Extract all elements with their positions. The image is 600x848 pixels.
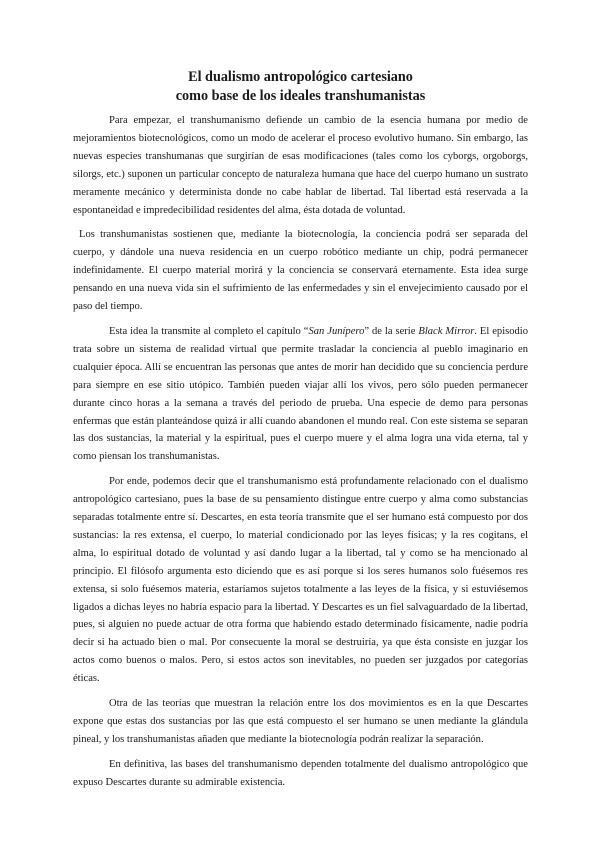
paragraph-1: Para empezar, el transhumanismo defiende un cambio de la esencia humana por medio de mejoramientos biotecnológicos, como un modo de acelerar el proceso evolutivo humano. Sin embargo, las nuevas especies transhumanas que surgirían de esas modificaciones (tales como los cyborgs, orgoborgs, silorgs, etc.) suponen un particular concepto de naturaleza humana que hace del cuerpo humano un sustrato meramente mecánico y determinista donde no cabe hablar de libertad. Tal libertad está reservada a la espontaneidad e impredecibilidad residentes del alma, ésta dotada de voluntad. [73,115,528,216]
paragraph-4: Por ende, podemos decir que el transhumanismo está profundamente relacionado con el dualismo antropológico cartesiano, pues la base de su pensamiento distingue entre cuerpo y alma como substancias separadas totalmente entre sí. Descartes, en esta teoría transmite que el ser humano está compuesto por dos sustancias: la res extensa, el cuerpo, lo material condicionado por las leyes físicas; y la res cogitans, el alma, lo espiritual dotado de voluntad y así dando lugar a la libertad, tal y como se ha mencionado al principio. El filósofo argumenta esto diciendo que es así porque si los seres humanos solo fuésemos res extensa, si solo fuésemos materia, estaríamos sujetos totalmente a las leyes de la física, y si estuviésemos ligados a dichas leyes no habría espacio para la libertad. Y Descartes es un fiel salvaguardado de la libertad, pues, si alguien no puede actuar de otra forma que habiendo estado determinado físicamente, nadie podría decir si ha actuado bien o mal. Por consecuente la moral se destruiría, ya que ésta consiste en juzgar los actos como buenos o malos. Pero, si estos actos son inevitables, no pueden ser juzgados por categorías éticas. [73,476,528,685]
document-title [73,68,528,106]
paragraph-3-text-b: ” de la serie [364,325,419,337]
series-title: Black Mirror [418,325,475,337]
episode-title: San Junípero [308,325,365,337]
paragraph-5: Otra de las teorías que muestran la relación entre los dos movimientos es en la que Descartes expone que estas dos sustancias por las que está compuesto el ser humano se unen mediante la glándula pineal, y los transhumanistas añaden que mediante la biotecnología podrán realizar la separación. [73,698,528,745]
title-line-1: El dualismo antropológico cartesiano [188,69,413,85]
paragraph-3-text-c: . El episodio trata sobre un sistema de realidad virtual que permite trasladar la conciencia al pueblo imaginario en cualquier época. Allí se encuentran las personas que antes de morir han decidido que su conciencia perdure para siempre en ese sitio utópico. También pueden viajar allí los vivos, pero sólo pueden permanecer durante cinco horas a la semana a través del periodo de prueba. Una especie de demo para personas enfermas que están planteándose quizá ir allí cuando abandonen el mundo real. Con este sistema se separan las dos sustancias, la material y la espiritual, pues el cuerpo muere y el alma logra una vida eterna, tal y como piensan los transhumanistas. [73,325,528,463]
paragraph-3-text-a: Esta idea la transmite al completo el capítulo “ [109,325,309,337]
paragraph-6: En definitiva, las bases del transhumanismo dependen totalmente del dualismo antropológico que expuso Descartes durante su admirable existencia. [73,758,528,788]
document-page [73,68,528,799]
title-line-2: como base de los ideales transhumanistas [175,88,426,104]
paragraph-3 [73,323,528,466]
paragraph-2: Los transhumanistas sostienen que, mediante la biotecnología, la conciencia podrá ser separada del cuerpo, y dándole una nueva residencia en un cuerpo robótico mediante un chip, podrá permanecer indefinidamente. El cuerpo material morirá y la conciencia se conservará eternamente. Esta idea surge pensando en una nueva vida sin el sufrimiento de las enfermedades y sin el envejecimiento causado por el paso del tiempo. [73,229,528,313]
